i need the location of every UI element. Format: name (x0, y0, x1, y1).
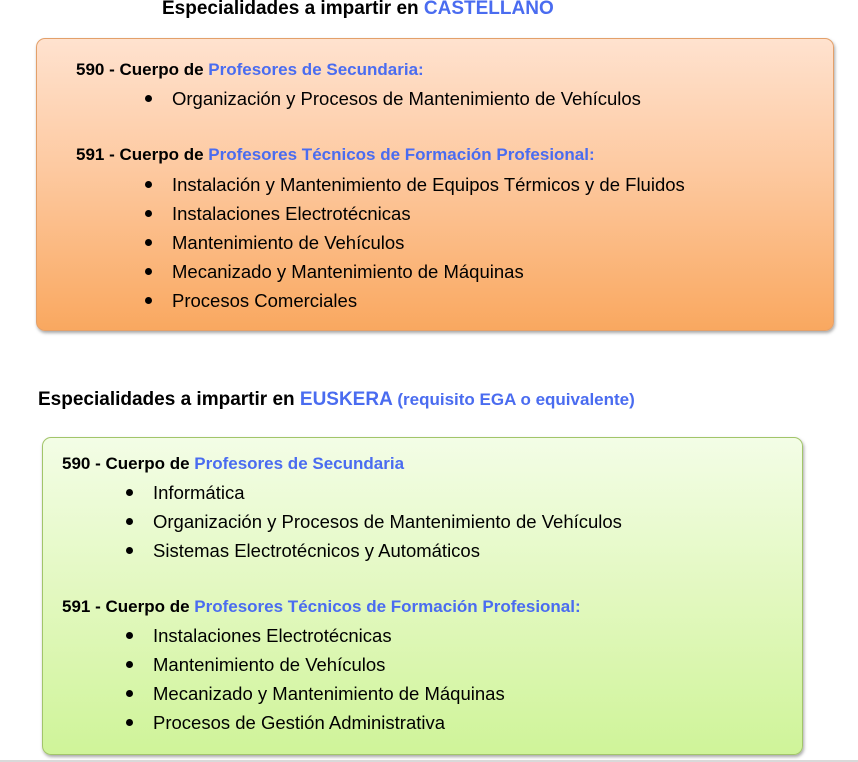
list-item: Organización y Procesos de Mantenimiento de Vehículos (142, 84, 641, 113)
castellano-specialties-box (36, 38, 834, 331)
castellano-group-590-title (76, 60, 424, 80)
castellano-heading (162, 0, 554, 20)
euskera-group-591-title (62, 597, 581, 617)
euskera-heading-language: EUSKERA (299, 389, 393, 410)
list-item: Instalación y Mantenimiento de Equipos Térmicos y de Fluidos (142, 170, 685, 199)
group-name: Profesores Técnicos de Formación Profesional: (194, 597, 581, 616)
group-prefix: 590 - Cuerpo de (62, 454, 195, 473)
list-item: Mantenimiento de Vehículos (123, 650, 505, 679)
euskera-group-591-list (123, 621, 505, 737)
castellano-heading-language: CASTELLANO (423, 0, 554, 19)
euskera-heading-prefix: Especialidades a impartir en (38, 389, 300, 410)
group-name: Profesores de Secundaria: (208, 60, 424, 79)
list-item: Procesos de Gestión Administrativa (123, 708, 505, 737)
list-item: Procesos Comerciales (142, 286, 685, 315)
list-item: Organización y Procesos de Mantenimiento de Vehículos (123, 507, 622, 536)
euskera-heading (38, 389, 635, 411)
group-prefix: 591 - Cuerpo de (62, 597, 195, 616)
castellano-group-590-list (142, 84, 641, 113)
group-name: Profesores de Secundaria (194, 454, 405, 473)
euskera-heading-note: (requisito EGA o equivalente) (397, 390, 635, 409)
list-item: Sistemas Electrotécnicos y Automáticos (123, 536, 622, 565)
euskera-specialties-box (42, 437, 803, 755)
list-item: Informática (123, 478, 622, 507)
list-item: Mecanizado y Mantenimiento de Máquinas (142, 257, 685, 286)
euskera-group-590-title (62, 454, 404, 474)
group-name: Profesores Técnicos de Formación Profesional: (208, 145, 595, 164)
euskera-group-590-list (123, 478, 622, 565)
castellano-group-591-list (142, 170, 685, 315)
list-item: Instalaciones Electrotécnicas (123, 621, 505, 650)
list-item: Mecanizado y Mantenimiento de Máquinas (123, 679, 505, 708)
group-prefix: 591 - Cuerpo de (76, 145, 209, 164)
list-item: Mantenimiento de Vehículos (142, 228, 685, 257)
list-item: Instalaciones Electrotécnicas (142, 199, 685, 228)
group-prefix: 590 - Cuerpo de (76, 60, 209, 79)
castellano-heading-prefix: Especialidades a impartir en (162, 0, 424, 19)
castellano-group-591-title (76, 145, 595, 165)
